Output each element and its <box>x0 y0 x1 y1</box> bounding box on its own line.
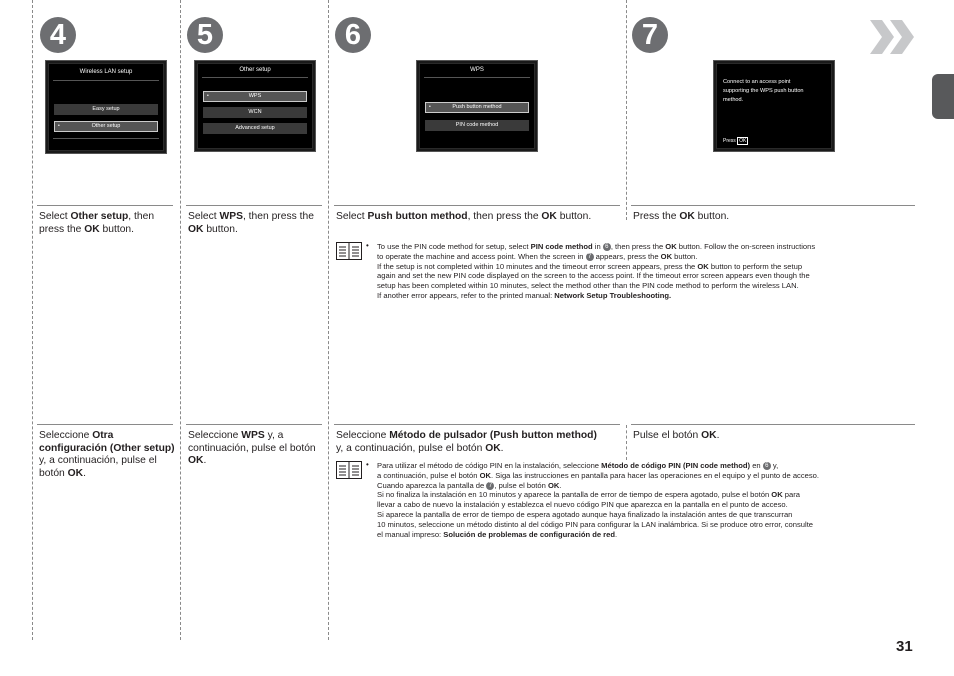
section-rule <box>186 205 322 206</box>
printer-screen-step7 <box>713 60 835 152</box>
column-divider <box>32 0 33 640</box>
step-6-icon: 6 <box>763 462 771 470</box>
step-number-7: 7 <box>632 17 668 53</box>
step-number-6: 6 <box>335 17 371 53</box>
step7-instruction-en: Press the OK button. <box>633 211 730 222</box>
section-tab <box>932 74 954 119</box>
screen-option-advanced-setup: Advanced setup <box>203 123 307 134</box>
screen-title: Other setup <box>239 67 271 73</box>
screen-option-wcn: WCN <box>203 107 307 118</box>
step4-instruction-en: Select Other setup, then press the OK button. <box>39 211 155 235</box>
section-rule <box>631 424 915 425</box>
note-en: To use the PIN code method for setup, select PIN code method in 6 , then press the OK button. Follow the on-screen instructions to operate the machine and access point. When the screen in 7 appears, press the OK button. If the setup is not completed within 10 minutes and the timeout error screen appears, press the OK button to perform the setup again and set the new PIN code displayed on the screen to the access point. If the timeout error screen appears even though the setup has been completed within 10 minutes, select the method other than the PIN code method to perform the wireless LAN. If another error appears, refer to the printed manual: Network Setup Troubleshooting. <box>377 242 816 300</box>
column-divider <box>180 0 181 640</box>
screen-option-other-setup: • Other setup <box>54 121 158 132</box>
screen-option-push-button-method: • Push button method <box>425 102 529 113</box>
screen-press-ok: Press OK <box>723 138 747 144</box>
printer-screen-step5 <box>194 60 316 152</box>
printer-screen-step6 <box>416 60 538 152</box>
note-bullet: • <box>366 460 369 469</box>
screen-message: Connect to an access point supporting the WPS push button method. <box>723 79 804 103</box>
section-rule <box>37 205 173 206</box>
note-icon <box>336 242 362 260</box>
next-page-icon <box>870 18 916 56</box>
step-6-icon: 6 <box>603 243 611 251</box>
section-rule <box>37 424 173 425</box>
screen-option-wps: • WPS <box>203 91 307 102</box>
step5-instruction-es: Seleccione WPS y, a continuación, pulse el botón OK. <box>188 430 316 466</box>
step5-instruction-en: Select WPS, then press the OK button. <box>188 211 314 235</box>
section-rule <box>334 205 620 206</box>
step6-instruction-es: Seleccione Método de pulsador (Push button method) y, a continuación, pulse el botón OK. <box>336 430 597 454</box>
note-icon <box>336 461 362 479</box>
note-es: Para utilizar el método de código PIN en la instalación, seleccione Método de código PIN (PIN code method) en 6 y, a continuación, pulse el botón OK. Siga las instrucciones en pantalla para hacer las operaciones en el equipo y el punto de acceso. Cuando aparezca la pantalla de 7 , pulse el botón OK. Si no finaliza la instalación en 10 minutos y aparece la pantalla de error de tiempo de espera agotado, pulse el botón OK para llevar a cabo de nuevo la instalación y establezca el nuevo código PIN que aparezca en la pantalla en el punto de acceso. Si aparece la pantalla de error de tiempo de espera agotado aunque haya finalizado la instalación antes de que transcurran 10 minutos, seleccione un método distinto al del código PIN para configurar la LAN inalámbrica. Si se produce otro error, consulte el manual impreso: Solución de problemas de configuración de red. <box>377 461 819 539</box>
screen-option-easy-setup: Easy setup <box>54 104 158 115</box>
column-divider <box>626 0 627 220</box>
step-7-icon: 7 <box>486 482 494 490</box>
step6-instruction-en: Select Push button method, then press the OK button. <box>336 211 592 222</box>
section-rule <box>186 424 322 425</box>
step7-instruction-es: Pulse el botón OK. <box>633 430 720 441</box>
section-rule <box>334 424 620 425</box>
column-divider <box>626 425 627 460</box>
note-bullet: • <box>366 241 369 250</box>
screen-title: Wireless LAN setup <box>79 69 133 75</box>
section-rule <box>631 205 915 206</box>
screen-option-pin-code-method: PIN code method <box>425 120 529 131</box>
step4-instruction-es: Seleccione Otra configuración (Other setup) y, a continuación, pulse el botón OK. <box>39 430 175 479</box>
printer-screen-step4 <box>45 60 167 154</box>
screen-title: WPS <box>470 67 484 73</box>
step-7-icon: 7 <box>586 253 594 261</box>
column-divider <box>328 0 329 640</box>
step-number-4: 4 <box>40 17 76 53</box>
step-number-5: 5 <box>187 17 223 53</box>
page-number: 31 <box>896 638 913 655</box>
